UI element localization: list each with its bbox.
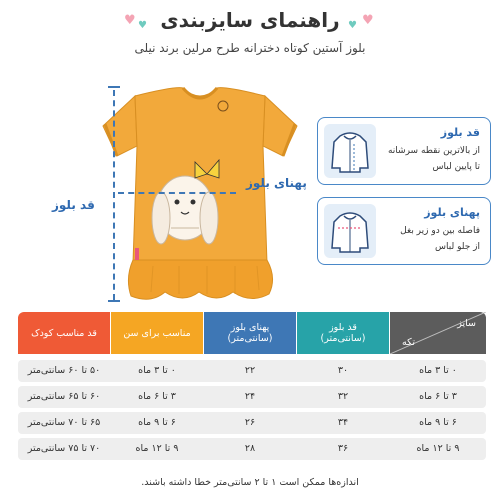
cell-width: ۲۶	[244, 417, 256, 428]
cell-size: ۰ تا ۳ ماه	[419, 365, 457, 376]
product-subtitle: بلوز آستین کوتاه دخترانه طرح مرلین برند نیلی	[134, 41, 366, 55]
header-label: پهنای بلوز	[230, 322, 270, 333]
header-label: مناسب برای سن	[123, 327, 191, 339]
cell-length: ۳۰	[337, 365, 349, 376]
table-row	[18, 438, 486, 460]
jacket-length-icon	[324, 124, 376, 178]
table-row	[18, 386, 486, 408]
cell-length: ۳۶	[337, 443, 349, 454]
cell-child-height: ۶۰ تا ۶۵ سانتی‌متر	[27, 391, 101, 402]
table-header-child-height	[18, 312, 110, 354]
cell-age: ۹ تا ۱۲ ماه	[135, 443, 179, 454]
table-header-width	[204, 312, 296, 354]
card-description-line: تا پایین لباس	[432, 162, 480, 172]
card-description-line: از بالاترین نقطه سرشانه	[387, 146, 480, 156]
header-unit: (سانتی‌متر)	[320, 333, 366, 344]
cell-width: ۲۲	[244, 365, 256, 376]
cell-child-height: ۵۰ تا ۶۰ سانتی‌متر	[27, 365, 101, 376]
length-dashed-line	[113, 90, 115, 300]
length-bottom-tick	[108, 300, 120, 302]
info-card-length	[317, 117, 491, 185]
cell-width: ۲۴	[244, 391, 256, 402]
cell-size: ۹ تا ۱۲ ماه	[416, 443, 460, 454]
width-label: پهنای بلوز	[246, 176, 307, 190]
corner-label-size: سایز	[457, 318, 476, 329]
width-dashed-line	[118, 192, 236, 194]
shirt-illustration	[95, 78, 305, 303]
header-label: قد بلوز	[329, 322, 357, 333]
card-description-line: فاصله بین دو زیر بغل	[400, 226, 480, 236]
heart-icon: ♥	[124, 13, 136, 28]
cell-size: ۳ تا ۶ ماه	[419, 391, 457, 402]
footer-note: اندازه‌ها ممکن است ۱ تا ۲ سانتی‌متر خطا داشته باشند.	[141, 477, 359, 488]
table-header-corner	[390, 312, 486, 354]
header-unit: (سانتی‌متر)	[227, 333, 273, 344]
corner-label-piece: تکه	[402, 337, 415, 348]
cell-length: ۳۲	[337, 391, 349, 402]
card-description-line: از جلو لباس	[435, 242, 480, 252]
cell-age: ۰ تا ۳ ماه	[138, 365, 176, 376]
table-header-length	[297, 312, 389, 354]
cell-size: ۶ تا ۹ ماه	[419, 417, 457, 428]
heart-icon: ♥	[348, 20, 357, 31]
table-row	[18, 360, 486, 382]
card-title: پهنای بلوز	[424, 206, 480, 219]
info-card-width	[317, 197, 491, 265]
length-top-tick	[108, 86, 120, 88]
heart-icon: ♥	[138, 20, 147, 31]
cell-width: ۲۸	[244, 443, 256, 454]
heart-icon: ♥	[362, 13, 374, 28]
length-label: قد بلوز	[52, 198, 95, 212]
card-title: قد بلوز	[440, 126, 480, 139]
table-row	[18, 412, 486, 434]
table-header-age	[111, 312, 203, 354]
cell-child-height: ۶۵ تا ۷۰ سانتی‌متر	[27, 417, 101, 428]
cell-length: ۳۴	[337, 417, 349, 428]
cell-child-height: ۷۰ تا ۷۵ سانتی‌متر	[27, 443, 101, 454]
page-title: راهنمای سایزبندی	[160, 8, 340, 32]
cell-age: ۶ تا ۹ ماه	[138, 417, 176, 428]
header-label: قد مناسب کودک	[31, 327, 97, 339]
jacket-width-icon	[324, 204, 376, 258]
cell-age: ۳ تا ۶ ماه	[138, 391, 176, 402]
